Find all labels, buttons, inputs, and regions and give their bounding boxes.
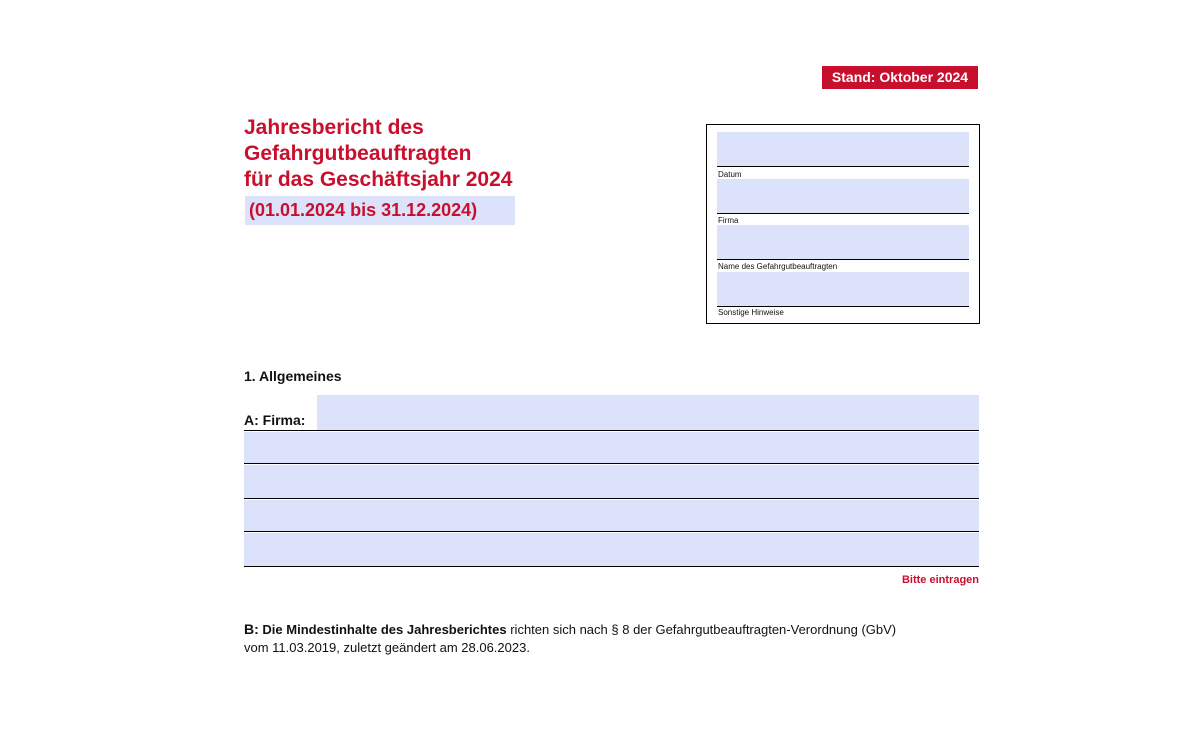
divider xyxy=(244,430,979,431)
section-b-text-line-2: vom 11.03.2019, zuletzt geändert am 28.06.2023. xyxy=(244,640,530,655)
notes-field[interactable] xyxy=(717,272,969,307)
company-field[interactable] xyxy=(717,179,969,214)
date-label: Datum xyxy=(718,170,742,179)
entry-hint: Bitte eintragen xyxy=(901,574,979,586)
title-line-3: für das Geschäftsjahr 2024 xyxy=(244,168,513,191)
company-input-line-3[interactable] xyxy=(244,465,979,498)
company-input-line-4[interactable] xyxy=(244,500,979,531)
company-input-line-2[interactable] xyxy=(244,432,979,463)
date-field[interactable] xyxy=(717,132,969,167)
divider xyxy=(244,566,979,567)
company-input-line-5[interactable] xyxy=(244,533,979,566)
officer-name-label: Name des Gefahrgutbeauftragten xyxy=(718,262,838,271)
section-b-bold-text: Die Mindestinhalte des Jahresberichtes xyxy=(262,622,507,637)
title-line-2: Gefahrgutbeauftragten xyxy=(244,142,472,165)
stand-badge: Stand: Oktober 2024 xyxy=(822,66,978,89)
section-heading-general: 1. Allgemeines xyxy=(244,368,342,384)
divider xyxy=(244,531,979,532)
company-label: Firma xyxy=(718,216,739,225)
company-input-line-1[interactable] xyxy=(317,395,979,430)
section-b-prefix: B: xyxy=(244,621,259,637)
document-title xyxy=(244,115,684,193)
section-b-paragraph xyxy=(244,620,984,657)
company-label-a: A: Firma: xyxy=(244,412,306,428)
notes-label: Sonstige Hinweise xyxy=(718,308,784,317)
divider xyxy=(244,498,979,499)
info-box xyxy=(706,124,980,324)
section-b-text-line-1: richten sich nach § 8 der Gefahrgutbeauftragten-Verordnung (GbV) xyxy=(506,622,897,637)
title-line-1: Jahresbericht des xyxy=(244,116,424,139)
period-field[interactable]: (01.01.2024 bis 31.12.2024) xyxy=(245,196,515,225)
officer-name-field[interactable] xyxy=(717,225,969,260)
divider xyxy=(244,463,979,464)
